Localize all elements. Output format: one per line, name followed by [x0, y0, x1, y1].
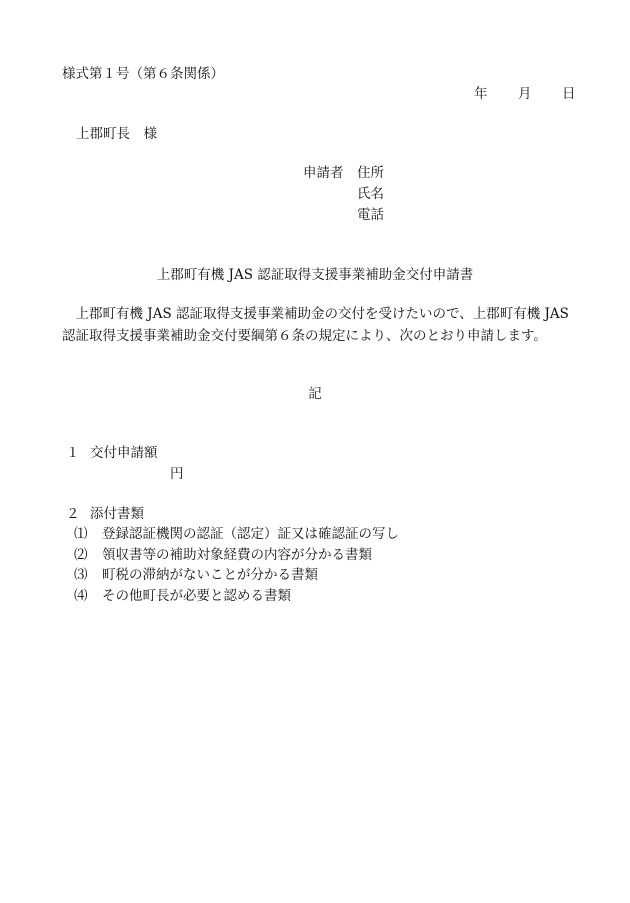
- section-title-attachments: 添付書類: [90, 506, 144, 522]
- document-title: 上郡町有機 JAS 認証取得支援事業補助金交付申請書: [156, 267, 474, 283]
- section-number-1: １: [66, 445, 80, 461]
- date-month-label: 月: [518, 86, 532, 102]
- note-heading: 記: [308, 386, 322, 402]
- attachment-number: ⑷: [74, 588, 88, 604]
- applicant-label: 申請者: [303, 165, 344, 181]
- attachment-item: その他町長が必要と認める書類: [102, 588, 291, 604]
- section-title-application-amount: 交付申請額: [90, 445, 158, 461]
- body-text: 上郡町有機 JAS 認証取得支援事業補助金の交付を受けたいので、上郡町有機 JAS 認証取得支援事業補助金交付要綱第６条の規定により、次のとおり申請します。: [62, 306, 569, 344]
- date-year-label: 年: [474, 86, 488, 102]
- applicant-phone-label: 電話: [357, 207, 384, 223]
- attachment-number: ⑴: [74, 526, 88, 542]
- attachment-item: 町税の滞納がないことが分かる書類: [102, 567, 318, 583]
- attachment-number: ⑶: [74, 567, 88, 583]
- section-number-2: ２: [66, 506, 80, 522]
- date-line: [474, 84, 576, 104]
- applicant-name-label: 氏名: [357, 186, 384, 202]
- attachment-item: 登録認証機関の認証（認定）証又は確認証の写し: [102, 526, 399, 542]
- attachment-item: 領収書等の補助対象経費の内容が分かる書類: [102, 547, 372, 563]
- addressee: 上郡町長 様: [76, 126, 157, 142]
- amount-unit: 円: [170, 466, 184, 482]
- attachment-number: ⑵: [74, 547, 88, 563]
- date-day-label: 日: [562, 86, 576, 102]
- form-number: 様式第１号（第６条関係）: [62, 66, 224, 82]
- applicant-address-label: 住所: [357, 165, 384, 181]
